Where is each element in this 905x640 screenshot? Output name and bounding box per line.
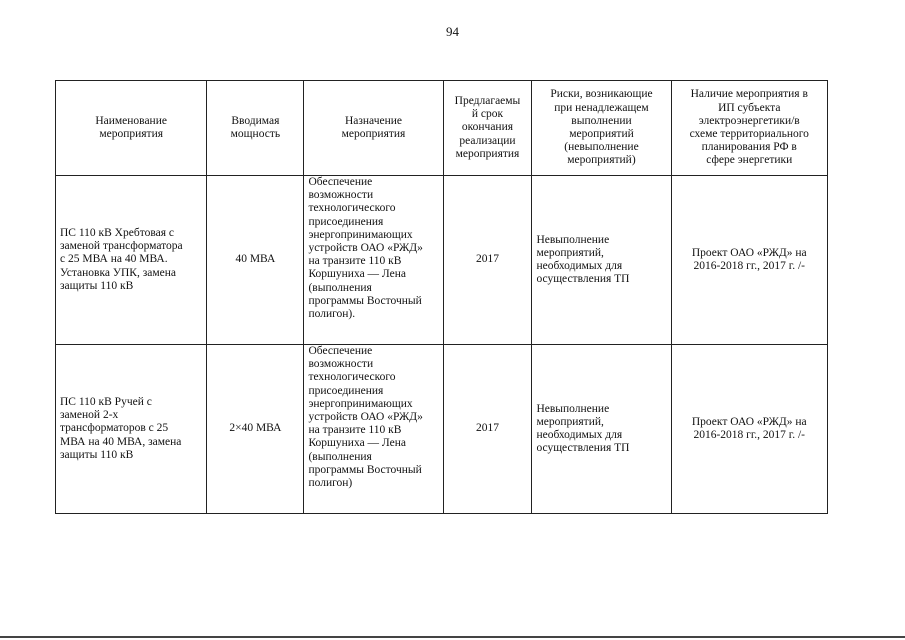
table-row — [56, 345, 828, 514]
measures-table — [55, 80, 828, 514]
cell-deadline: 2017 — [443, 345, 532, 514]
header-deadline: Предлагаемы й срок окончания реализации мероприятия — [443, 81, 532, 176]
header-risks: Риски, возникающие при ненадлежащем выполнении мероприятий (невыполнение мероприятий) — [532, 81, 671, 176]
cell-purpose: Обеспечение возможности технологического присоединения энергопринимающих устройств ОАО «РЖД» на транзите 110 кВ Коршуниха — Лена (выполнения программы Восточный полигон). — [304, 176, 443, 345]
cell-measure-name: ПС 110 кВ Хребтовая с заменой трансформатора с 25 МВА на 40 МВА. Установка УПК, замена защиты 110 кВ — [56, 176, 207, 345]
header-measure-name: Наименование мероприятия — [56, 81, 207, 176]
cell-deadline: 2017 — [443, 176, 532, 345]
cell-program: Проект ОАО «РЖД» на 2016-2018 гг., 2017 г. /- — [671, 345, 828, 514]
cell-program: Проект ОАО «РЖД» на 2016-2018 гг., 2017 г. /- — [671, 176, 828, 345]
cell-power: 40 МВА — [207, 176, 304, 345]
header-power: Вводимая мощность — [207, 81, 304, 176]
table-row — [56, 176, 828, 345]
page-number: 94 — [446, 24, 459, 39]
cell-risks: Невыполнение мероприятий, необходимых для осуществления ТП — [532, 176, 671, 345]
cell-measure-name: ПС 110 кВ Ручей с заменой 2-х трансформаторов с 25 МВА на 40 МВА, замена защиты 110 кВ — [56, 345, 207, 514]
cell-purpose: Обеспечение возможности технологического присоединения энергопринимающих устройств ОАО «РЖД» на транзите 110 кВ Коршуниха — Лена (выполнения программы Восточный полигон) — [304, 345, 443, 514]
cell-risks: Невыполнение мероприятий, необходимых для осуществления ТП — [532, 345, 671, 514]
header-program: Наличие мероприятия в ИП субъекта электроэнергетики/в схеме территориального планирования РФ в сфере энергетики — [671, 81, 828, 176]
table-header-row — [56, 81, 828, 176]
header-purpose: Назначение мероприятия — [304, 81, 443, 176]
page-edge-line — [0, 636, 905, 638]
cell-power: 2×40 МВА — [207, 345, 304, 514]
